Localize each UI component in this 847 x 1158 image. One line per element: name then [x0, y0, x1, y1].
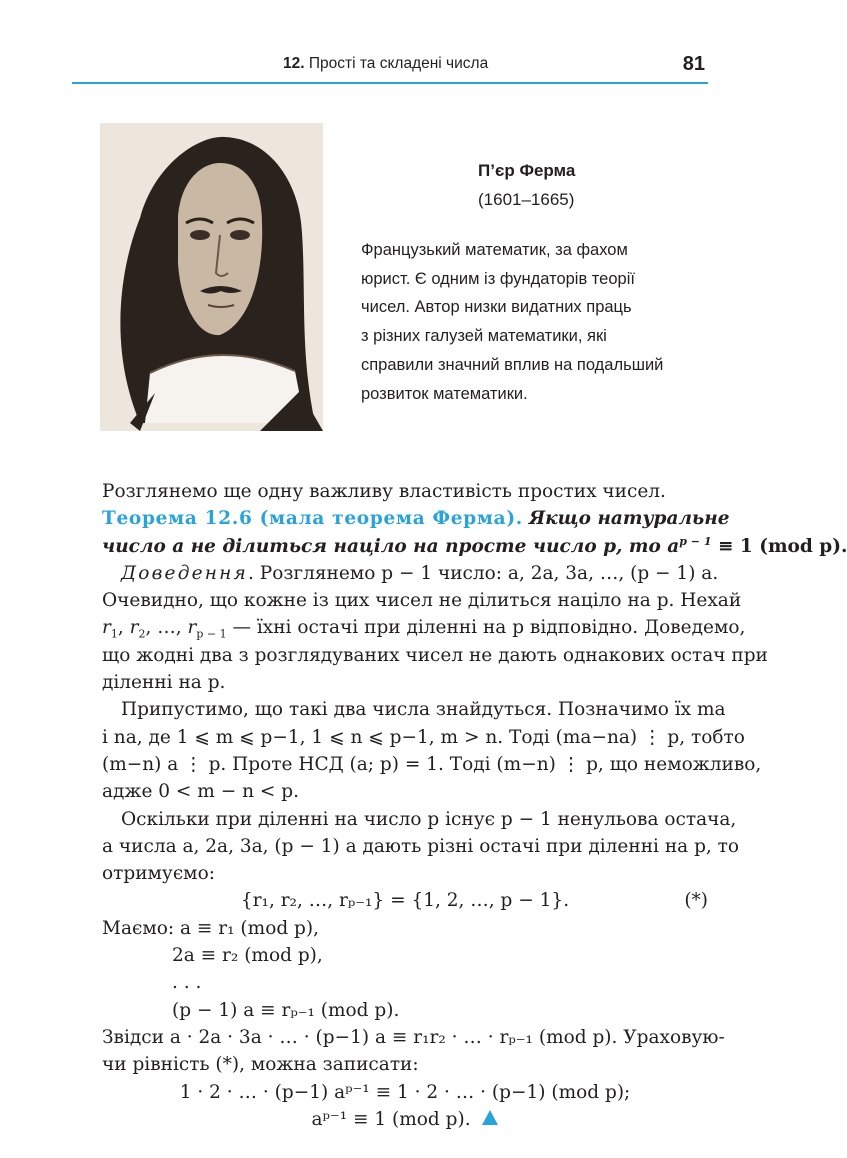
proof-line: Доведення. Розглянемо p − 1 число: a, 2a, 3a, …, (p − 1) a.: [121, 562, 719, 584]
have-line: Маємо: a ≡ r₁ (mod p),: [102, 917, 319, 939]
have-line: 2a ≡ r₂ (mod p),: [172, 945, 323, 967]
final-formula: aᵖ⁻¹ ≡ 1 (mod p).: [102, 1106, 708, 1133]
proof-line: $r_1$, $r_2$, …, $r_{p - 1}$ — їхні остачі при діленні на p відповідно. Доведемо,: [102, 617, 746, 642]
proof-line: що жодні два з розглядуваних чисел не дають однакових остач при: [102, 644, 768, 666]
since-line: а числа a, 2a, 3a, (p − 1) a дають різні остачі при діленні на p, то: [102, 835, 740, 857]
theorem-label: Теорема 12.6 (мала теорема Ферма).: [102, 508, 523, 530]
assume-line: і na, де 1 ⩽ m ⩽ p−1, 1 ⩽ n ⩽ p−1, m > n. Тоді (ma−na) ⋮ p, тобто: [102, 726, 745, 748]
assume-line: Припустимо, що такі два числа знайдуться. Позначимо їх ma: [121, 699, 726, 721]
bio-line: чисел. Автор низки видатних праць: [361, 298, 632, 317]
bio-name: П’єр Ферма: [478, 161, 576, 180]
assume-line: адже 0 < m − n < p.: [102, 781, 300, 803]
proof-line: Очевидно, що кожне із цих чисел не ділиться націло на p. Нехай: [102, 590, 742, 612]
main-text: [102, 478, 847, 1133]
assume-line: (m−n) a ⋮ p. Проте НСД (a; p) = 1. Тоді (m−n) ⋮ p, що неможливо,: [102, 753, 762, 775]
bio-line: юрист. Є одним із фундаторів теорії: [361, 269, 635, 288]
proof-line: діленні на p.: [102, 672, 226, 694]
have-line: (p − 1) a ≡ rₚ₋₁ (mod p).: [172, 999, 400, 1021]
hence-line: чи рівність (*), можна записати:: [102, 1054, 419, 1076]
bio-years: (1601–1665): [478, 190, 575, 209]
hence-line: Звідси a · 2a · 3a · … · (p−1) a ≡ r₁r₂ · … · rₚ₋₁ (mod p). Ураховую-: [102, 1026, 725, 1048]
theorem-line: число a не ділиться націло на просте число p, то $a^{p - 1} \equiv 1$ (mod p).: [102, 534, 847, 557]
proof-label: Доведення: [121, 562, 248, 584]
chapter-title: 12. Прості та складені числа: [283, 55, 489, 72]
end-of-proof-icon: [482, 1110, 498, 1125]
bio-line: справили значний вплив на подальший: [361, 355, 664, 374]
portrait-drawing: [100, 123, 323, 431]
bio-description: [361, 236, 711, 408]
theorem-line: Теорема 12.6 (мала теорема Ферма). Якщо натуральне: [102, 508, 730, 530]
have-line: . . .: [172, 972, 202, 994]
set-formula: {r₁, r₂, …, rₚ₋₁} = {1, 2, …, p − 1}.: [240, 890, 570, 912]
set-equation: [102, 887, 708, 914]
header-divider: [72, 82, 708, 84]
since-line: отримуємо:: [102, 863, 215, 885]
equation-tag: (*): [684, 890, 708, 912]
page-number: 81: [682, 53, 705, 75]
since-line: Оскільки при діленні на число p існує p − 1 ненульова остача,: [121, 808, 737, 830]
final-formula: 1 · 2 · … · (p−1) aᵖ⁻¹ ≡ 1 · 2 · … · (p−1) (mod p);: [179, 1081, 631, 1103]
intro-paragraph: Розглянемо ще одну важливу властивість простих чисел.: [102, 481, 666, 502]
bio-line: розвиток математики.: [361, 384, 528, 403]
bio-line: з різних галузей математики, які: [361, 327, 607, 346]
fermat-portrait: [100, 123, 323, 431]
bio-line: Французький математик, за фахом: [361, 241, 628, 259]
